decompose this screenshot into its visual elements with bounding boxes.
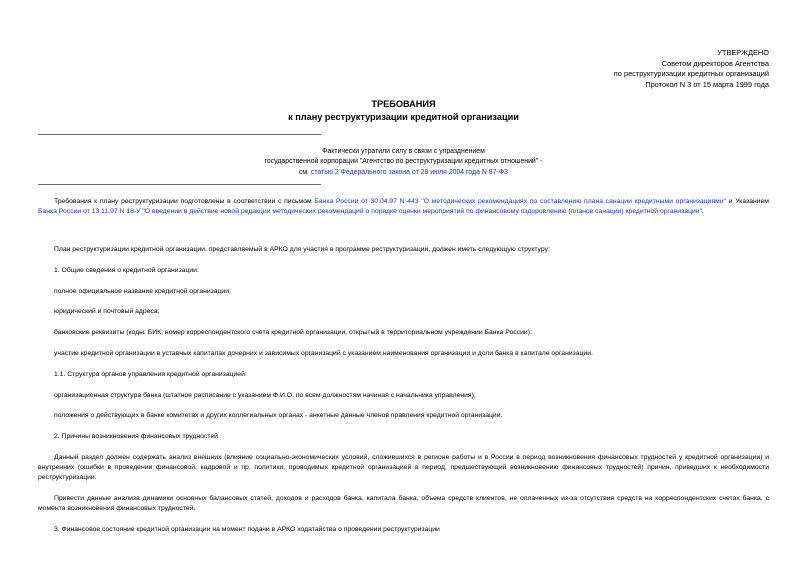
paragraph-causes: Данный раздел должен содержать анализ внешних (влияние социально-экономических условий, сложившихся в регионе работы и в России в период возникновения финансовых трудностей у кредитной организации) и внутренних (ошибки в проведении финансовой, кадровой и пр. политики, проводимых кредитной организацией в период, предшествующий возникновению финансовых трудностей) причин, приведших к необходимости реструктуризации.: [38, 454, 769, 482]
law-link[interactable]: статью 2 Федерального закона от 28 июля 2004 года N 87-ФЗ: [310, 168, 509, 176]
list-item: положения о действующих в банке комитетах и других коллегиальных органах - анкетные данные членов правления кредитной организации.: [54, 412, 503, 419]
bank-letter-link[interactable]: Банка России от 30.04.97 N 443 "О методических рекомендациях по составлению плана санации кредитными организациями": [314, 198, 727, 205]
document-title-sub: к плану реструктуризации кредитной организации: [288, 111, 519, 122]
approval-protocol: Протокол N 3 от 15 марта 1999 года: [645, 79, 769, 89]
section-1-heading: 1. Общие сведения о кредитной организации:: [54, 267, 199, 274]
status-ref-prefix: см.: [298, 168, 311, 176]
section-2-heading: 2. Причины возникновения финансовых трудностей: [54, 433, 218, 440]
list-item: банковские реквизиты (коды; БИК; номер корреспондентского счета кредитной организации, открытый в территориальном учреждении Банка России);: [54, 329, 532, 336]
status-line-3: [0, 168, 807, 178]
bank-directive-link[interactable]: Банка России от 13.11.97 N 18-У "О введении в действие новой редакции методических рекомендаций о порядке оценки мероприятий по финансовому оздоровлению (планов санации) кредитной организации": [38, 208, 702, 216]
divider-top: [38, 134, 321, 135]
approval-authority: Советом директоров Агентства: [661, 58, 769, 68]
status-note: [0, 147, 807, 178]
paragraph-structure: План реструктуризации кредитной организации, представляемый в АРКО для участия в программе реструктуризации, должен иметь следующую структуру:: [54, 246, 550, 253]
list-item: организационная структура банка (штатное расписание с указанием Ф.И.О. по всем должностям начиная с начальника управления);: [54, 392, 476, 399]
paragraph-text: и Указанием: [726, 198, 769, 205]
approval-authority-cont: по реструктуризации кредитных организаций: [613, 69, 769, 79]
status-line-2: государственной корпорации "Агентство по реструктуризации кредитных отношений" -: [264, 158, 543, 166]
paragraph-analysis: Привести данные анализа динамики основных балансовых статей, доходов и расходов банка, капитала банка, объема средств клиентов, не оплаченных из-за отсутствия средств на корреспондентских счетах банка, с момента возникновения финансовых трудностей.: [38, 495, 769, 513]
divider-bottom: [38, 184, 321, 185]
paragraph-text: .: [702, 208, 704, 216]
paragraph-intro: [38, 197, 769, 217]
status-line-1: Фактически утратили силу в связи с упразднением: [322, 148, 485, 155]
paragraph-text: Требования к плану реструктуризации подготовлены в соответствии с письмом: [54, 198, 315, 205]
document-title-main: ТРЕБОВАНИЯ: [371, 99, 436, 109]
document-title: [0, 98, 807, 123]
section-1-1-heading: 1.1. Структура органов управления кредитной организацией:: [54, 371, 247, 378]
section-3-heading: 3. Финансовое состояние кредитной организации на момент подачи в АРКО ходатайства о проведении реструктуризации: [54, 526, 440, 533]
approval-block: [614, 48, 769, 90]
list-item: полное официальное название кредитной организации;: [54, 288, 231, 295]
list-item: юридический и почтовый адреса;: [54, 308, 160, 315]
list-item: участие кредитной организации в уставных капиталах дочерних и зависимых организаций с указанием наименования организации и доли банка в капитале организации.: [54, 350, 593, 357]
approval-heading: УТВЕРЖДЕНО: [717, 48, 769, 57]
